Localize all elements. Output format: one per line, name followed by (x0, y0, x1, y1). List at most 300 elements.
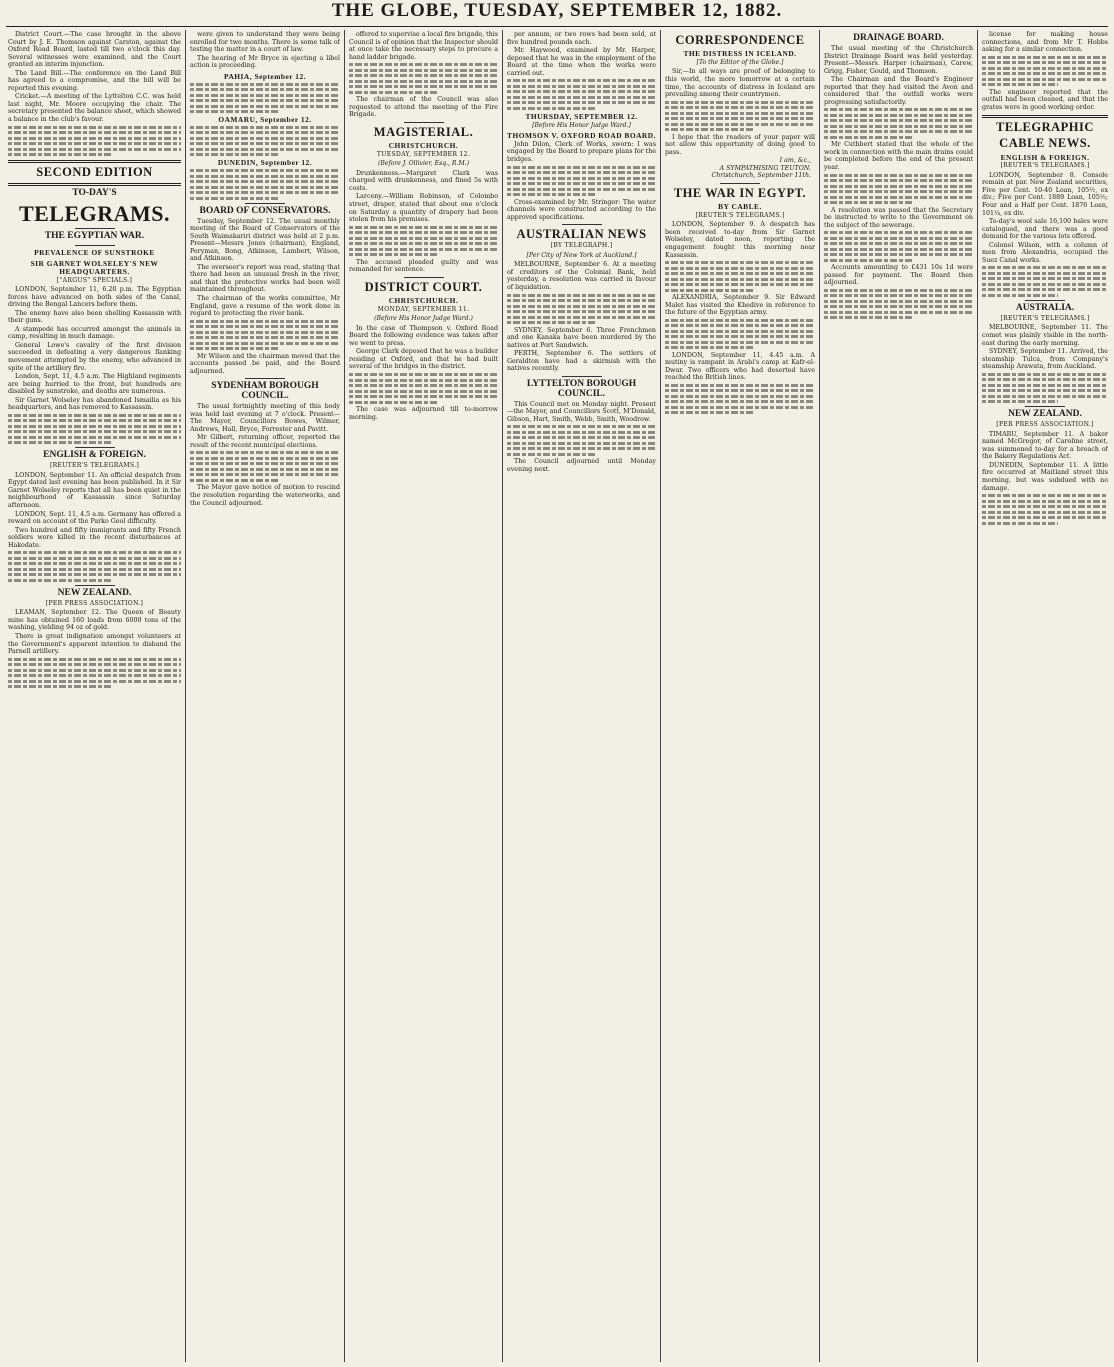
short-rule (245, 203, 285, 204)
article-paragraph: LONDON, September 11, 6.20 p.m. The Egyptian forces have advanced on both sides of the Canal, driving the Bengal Lancers before them. (8, 286, 181, 309)
letter-signoff: I am, &c., (779, 157, 811, 165)
column-4 (507, 31, 656, 1361)
filler-text (190, 126, 340, 157)
text-line-placeholder (507, 442, 656, 445)
source-line: [REUTER'S TELEGRAMS.] (1000, 162, 1090, 170)
text-line-placeholder (8, 557, 181, 560)
text-line-placeholder (507, 316, 656, 319)
filler-text (8, 126, 181, 157)
article-paragraph: Cross-examined by Mr. Stringer: The water channels were constructed according to the approved specifications. (507, 198, 656, 221)
court-date: TUESDAY, SEPTEMBER 12. (376, 150, 471, 158)
text-line-placeholder (824, 179, 973, 182)
text-line-placeholder (8, 568, 181, 571)
text-line-placeholder (665, 117, 815, 120)
text-line-placeholder (665, 319, 815, 322)
article-paragraph: General Lowe's cavalry of the first division succeeded in defeating a very dangerous flanking movement attempted by the enemy, who advanced in spite of the artillery fire. (8, 341, 181, 372)
text-line-placeholder (8, 674, 181, 677)
article-paragraph: MELBOURNE, September 6. At a meeting of creditors of the Colonial Bank, held yesterday, a resolution was carried in favour of liquidation. (507, 261, 656, 291)
text-line-placeholder (8, 142, 181, 145)
text-line-placeholder (190, 336, 340, 339)
telegraphic-heading: TELEGRAPHIC (996, 120, 1094, 135)
filler-text (349, 63, 498, 94)
article-paragraph: Mr Wilson and the chairman moved that the accounts passed be paid, and the Board adjourned. (190, 352, 340, 375)
text-line-placeholder (824, 196, 973, 199)
text-line-placeholder (824, 248, 973, 251)
article-paragraph: George Clark deposed that he was a builder residing at Oxford, and that he had built several of the bridges in the district. (349, 348, 498, 371)
text-line-placeholder (824, 119, 973, 122)
text-line-placeholder (982, 500, 1108, 503)
text-line-placeholder (8, 137, 181, 140)
article-paragraph: The Land Bill.—The conference on the Land Bill has agreed to a compromise, and the bill will be reported this evening. (8, 69, 181, 92)
case-title: THOMSON V. OXFORD ROAD BOARD. (507, 131, 656, 141)
article-paragraph: Sir Garnet Wolseley has abandoned Ismailia as his headquarters, and has removed to Kassassin. (8, 396, 181, 412)
text-line-placeholder (8, 126, 181, 129)
filler-text (349, 226, 498, 257)
text-line-placeholder (190, 180, 340, 183)
short-rule (1025, 406, 1065, 407)
text-line-placeholder (349, 69, 498, 72)
text-line-placeholder (190, 479, 280, 482)
text-line-placeholder (507, 193, 596, 196)
text-line-placeholder (190, 347, 280, 350)
australian-news-heading: AUSTRALIAN NEWS (516, 227, 647, 242)
filler-text (507, 294, 656, 325)
article-paragraph: John Dilon, Clerk of Works, sworn: I was engaged by the Board to prepare plans for the bridges. (507, 140, 656, 163)
text-line-placeholder (665, 330, 815, 333)
text-line-placeholder (507, 171, 656, 174)
text-line-placeholder (8, 680, 181, 683)
filler-text (824, 231, 973, 262)
column-divider (344, 30, 345, 1362)
text-line-placeholder (349, 384, 498, 387)
text-line-placeholder (982, 56, 1108, 59)
text-line-placeholder (665, 283, 815, 286)
text-line-placeholder (349, 74, 498, 77)
text-line-placeholder (190, 153, 280, 156)
text-line-placeholder (982, 272, 1108, 275)
text-line-placeholder (349, 91, 438, 94)
correspondence-heading: CORRESPONDENCE (675, 33, 805, 47)
text-line-placeholder (665, 101, 815, 104)
column-6 (824, 31, 973, 1361)
text-line-placeholder (190, 186, 340, 189)
court-bench: (Before His Honor Judge Ward.) (374, 315, 473, 323)
text-line-placeholder (8, 441, 112, 444)
text-line-placeholder (507, 321, 596, 324)
article-paragraph: The chairman of the works committee, Mr England, gave a resume of the work done in regard to protecting the river bank. (190, 294, 340, 318)
article-paragraph: MELBOURNE, September 11. The comet was plainly visible in the north-east during the early morning. (982, 324, 1108, 347)
text-line-placeholder (982, 516, 1108, 519)
text-line-placeholder (349, 373, 498, 376)
text-line-placeholder (982, 61, 1108, 64)
text-line-placeholder (665, 324, 815, 327)
filler-text (349, 373, 498, 404)
text-line-placeholder (8, 419, 181, 422)
text-line-placeholder (190, 325, 340, 328)
text-line-placeholder (190, 451, 340, 454)
article-paragraph: The usual meeting of the Christchurch District Drainage Board was held yesterday. Present—Messrs. Harper (chairman), Carew, Grigg, Fisher, Gould, and Thomson. (824, 44, 973, 75)
masthead: THE GLOBE, TUESDAY, SEPTEMBER 12, 1882. (331, 0, 783, 21)
text-line-placeholder (349, 401, 438, 404)
filler-text (8, 414, 181, 445)
text-line-placeholder (507, 453, 596, 456)
article-paragraph: TIMARU, September 11. A baker named McGregor, of Caroline street, was summoned to-day for a breach of the Bakery Regulations Act. (982, 430, 1108, 461)
text-line-placeholder (665, 335, 815, 338)
article-paragraph: Sir,—In all ways are proof of belonging to this world, the more tomorrow at a certain time, the accounts of distress in Iceland are prevailing among their countrymen. (665, 68, 815, 99)
text-line-placeholder (982, 294, 1058, 297)
text-line-placeholder (824, 237, 973, 240)
text-line-placeholder (8, 131, 181, 134)
filler-text (982, 373, 1108, 404)
article-paragraph: SYDNEY, September 11. Arrived, the steamship Tulca, from Company's steamship Arawata, from Auckland. (982, 348, 1108, 371)
text-line-placeholder (982, 389, 1108, 392)
text-line-placeholder (982, 400, 1058, 403)
text-line-placeholder (8, 579, 112, 582)
article-paragraph: ALEXANDRIA, September 9. Sir Edward Malet has visited the Khedive in reference to the future of the Egyptian army. (665, 294, 815, 317)
filler-text (665, 261, 815, 292)
english-foreign-heading: ENGLISH & FOREIGN. (1000, 152, 1090, 162)
article-paragraph: offered to supervise a local fire brigade, this Council is of opinion that the Inspector should at once take the necessary steps to procure a hand ladder brigade. (349, 31, 498, 61)
text-line-placeholder (190, 126, 340, 129)
article-paragraph: Mr Gilbert, returning officer, reported the result of the recent municipal elections. (190, 434, 340, 449)
article-paragraph: license for making house connections, and from Mr T. Hobbs asking for a similar connection. (982, 31, 1108, 54)
article-paragraph: The overseer's report was read, stating that there had been an unusual fresh in the river, and that the protective works had been well maintained throughout. (190, 263, 340, 294)
text-line-placeholder (507, 101, 656, 104)
text-line-placeholder (824, 316, 913, 319)
text-line-placeholder (507, 96, 656, 99)
text-line-placeholder (190, 197, 280, 200)
by-cable: BY CABLE. (718, 202, 762, 212)
article-paragraph: Drunkenness.—Margaret Clark was charged with drunkenness, and fined 5s with costs. (349, 169, 498, 192)
filler-text (824, 289, 973, 320)
subheading: SIR GARNET WOLSELEY'S NEW HEADQUARTERS. (30, 258, 159, 276)
article-paragraph: Accounts amounting to £431 10s 1d were passed for payment. The Board then adjourned. (824, 264, 973, 287)
text-line-placeholder (665, 123, 815, 126)
article-paragraph: LONDON, September 8. Console remain at par. New Zealand securities, Five per Cent. 10-40 Loan, 105½, ex div.; Five per Cent. 1889 Loan, 105½; Four and a Half per Cent. 1876 Loan, 101¼, ex div. (982, 171, 1108, 217)
text-line-placeholder (190, 88, 340, 91)
text-line-placeholder (824, 130, 973, 133)
lyttelton-council-heading: LYTTELTON BOROUGH COUNCIL. (526, 378, 637, 399)
column-divider (977, 30, 978, 1362)
text-line-placeholder (190, 473, 340, 476)
article-paragraph: The hearing of Mr Bryce in ejecting a libel action is proceeding. (190, 54, 340, 70)
section-rule (8, 160, 181, 163)
article-paragraph: A resolution was passed that the Secretary be instructed to write to the Government on the subject of the sewerage. (824, 206, 973, 229)
filler-text (665, 319, 815, 350)
text-line-placeholder (665, 128, 755, 131)
text-line-placeholder (665, 267, 815, 270)
text-line-placeholder (824, 259, 913, 262)
column-7 (982, 31, 1108, 1361)
text-line-placeholder (824, 311, 973, 314)
text-line-placeholder (507, 294, 656, 297)
text-line-placeholder (507, 188, 656, 191)
text-line-placeholder (190, 468, 340, 471)
court-bench: (Before J. Ollivier, Esq., R.M.) (377, 160, 469, 168)
court-date: THURSDAY, SEPTEMBER 12. (525, 111, 638, 121)
text-line-placeholder (824, 305, 973, 308)
section-rule (982, 115, 1108, 118)
article-paragraph: SYDNEY, September 6. Three Frenchmen and one Kanaka have been murdered by the natives at Port Sandwich. (507, 326, 656, 349)
australia-heading: AUSTRALIA. (1015, 302, 1075, 313)
text-line-placeholder (507, 182, 656, 185)
new-zealand-heading: NEW ZEALAND. (1008, 409, 1082, 420)
text-line-placeholder (507, 85, 656, 88)
text-line-placeholder (982, 505, 1108, 508)
text-line-placeholder (190, 175, 340, 178)
text-line-placeholder (507, 299, 656, 302)
text-line-placeholder (349, 237, 498, 240)
text-line-placeholder (507, 425, 656, 428)
article-paragraph: The chairman of the Council was also requested to attend the meeting of the Fire Brigade. (349, 96, 498, 119)
text-line-placeholder (190, 83, 340, 86)
text-line-placeholder (190, 191, 340, 194)
text-line-placeholder (190, 99, 340, 102)
text-line-placeholder (349, 85, 498, 88)
text-line-placeholder (982, 266, 1108, 269)
text-line-placeholder (8, 562, 181, 565)
article-paragraph: A stampede has occurred amongst the animals in camp, resulting in much damage. (8, 325, 181, 341)
text-line-placeholder (824, 114, 973, 117)
board-of-conservators-heading: BOARD OF CONSERVATORS. (199, 205, 331, 216)
filler-text (665, 101, 815, 132)
text-line-placeholder (665, 106, 815, 109)
short-rule (404, 277, 444, 278)
text-line-placeholder (824, 190, 973, 193)
article-paragraph: LONDON, September 9. A despatch has been received to-day from Sir Garnet Wolseley, dated noon, reporting the engagement fought this morning near Kassassin. (665, 221, 815, 259)
source-line: [PER PRESS ASSOCIATION.] (996, 421, 1094, 429)
letter-title: THE DISTRESS IN ICELAND. (683, 49, 797, 59)
text-line-placeholder (665, 278, 815, 281)
text-line-placeholder (507, 431, 656, 434)
filler-text (824, 174, 973, 205)
text-line-placeholder (8, 658, 181, 661)
article-paragraph: The accused pleaded guilty and was remanded for sentence. (349, 258, 498, 274)
article-paragraph: District Court.—The case brought in the above Court by J. E. Thomson against Carston, against the Oxford Road Board, lasted till two o'clock this day. Several witnesses were examined, and the Court granted an interim injunction. (8, 31, 181, 69)
article-paragraph: The Council adjourned until Monday evening next. (507, 458, 656, 473)
article-paragraph: There is great indignation amongst volunteers at the Government's apparent intention to disband the Parnell artillery. (8, 632, 181, 656)
text-line-placeholder (8, 425, 181, 428)
text-line-placeholder (824, 174, 973, 177)
source-line: [REUTER'S TELEGRAMS.] (1000, 314, 1090, 322)
article-paragraph: To-day's wool sale 16,100 bales were catalogued, and there was a good demand for the various lots offered. (982, 218, 1108, 241)
source-line: [REUTER'S TELEGRAMS.] (695, 211, 785, 219)
text-line-placeholder (824, 242, 973, 245)
article-paragraph: Two hundred and fifty immigrants and fifty French soldiers were killed in the recent disturbances at Hakodate. (8, 526, 181, 549)
article-paragraph: LONDON, Sept. 11, 4.5 a.m. Germany has offered a reward on account of the Parko Geol difficulty. (8, 510, 181, 526)
short-rule (720, 183, 760, 184)
article-paragraph: LEAMAN, September 12. The Queen of Beauty mine has obtained 160 loads from 6000 tons of the washing, yielding 94 oz of gold. (8, 609, 181, 632)
filler-text (190, 83, 340, 114)
dateline: PAHIA, September 12. (224, 71, 306, 81)
text-line-placeholder (349, 63, 498, 66)
filler-text (8, 551, 181, 582)
text-line-placeholder (982, 494, 1108, 497)
article-paragraph: The engineer reported that the outfall had been cleaned, and that the grates were in good working order. (982, 88, 1108, 111)
text-line-placeholder (8, 685, 112, 688)
text-line-placeholder (665, 406, 815, 409)
article-paragraph: The Mayor gave notice of motion to rescind the resolution regarding the waterworks, and the Council adjourned. (190, 484, 340, 507)
text-line-placeholder (665, 289, 755, 292)
text-line-placeholder (190, 342, 340, 345)
column-divider (819, 30, 820, 1362)
article-paragraph: LONDON, September 11. An official despatch from Egypt dated last evening has been published. In it Sir Garnet Wolseley reports that all has been quiet in the neighbourhood of Kassassin since Saturday afternoon. (8, 471, 181, 510)
source-line: ["ARGUS" SPECIALS.] (56, 276, 133, 284)
source-note: [Per City of New York at Auckland.] (526, 251, 637, 259)
text-line-placeholder (665, 395, 815, 398)
short-rule (75, 228, 115, 229)
text-line-placeholder (190, 457, 340, 460)
article-paragraph: PERTH, September 6. The settlers of Geraldton have had a skirmish with the natives recently. (507, 350, 656, 373)
filler-text (665, 384, 815, 415)
war-in-egypt-heading: THE WAR IN EGYPT. (673, 185, 807, 200)
text-line-placeholder (349, 248, 498, 251)
text-line-placeholder (8, 573, 181, 576)
filler-text (190, 320, 340, 351)
text-line-placeholder (349, 231, 498, 234)
article-paragraph: Tuesday, September 12. The usual monthly meeting of the Board of Conservators of the South Waimakariri district was held at 2 p.m. Present—Messrs Jones (chairman), England, Peryman, Bong, Atkinson, Lambert, Wilson, and Atkinson. (190, 217, 340, 263)
text-line-placeholder (982, 67, 1108, 70)
column-divider (502, 30, 503, 1362)
second-edition-heading: SECOND EDITION (36, 165, 153, 180)
text-line-placeholder (190, 142, 340, 145)
text-line-placeholder (982, 72, 1108, 75)
article-paragraph: DUNEDIN, September 11. A little fire occurred at Maitland street this morning, but was subdued with no damage. (982, 461, 1108, 492)
article-paragraph: London, Sept. 11, 4.5 a.m. The Highland regiments are being hurried to the front, but hundreds are disabled by sunstroke, and deaths are numerous. (8, 373, 181, 396)
text-line-placeholder (190, 320, 340, 323)
text-line-placeholder (190, 105, 340, 108)
source-line: [PER PRESS ASSOCIATION.] (45, 599, 144, 607)
short-rule (245, 378, 285, 379)
short-rule (404, 122, 444, 123)
filler-text (190, 451, 340, 482)
text-line-placeholder (665, 346, 755, 349)
article-paragraph: Mr Cuthbert stated that the whole of the work in connection with the main drains could be completed before the end of the present year. (824, 141, 973, 171)
article-paragraph: In the case of Thompson v. Oxford Road Board the following evidence was taken after we went to press. (349, 324, 498, 347)
text-line-placeholder (982, 511, 1108, 514)
text-line-placeholder (982, 283, 1108, 286)
text-line-placeholder (507, 166, 656, 169)
masthead-rule (6, 26, 1108, 27)
text-line-placeholder (349, 395, 498, 398)
text-line-placeholder (824, 289, 973, 292)
cable-news-heading: CABLE NEWS. (999, 136, 1091, 151)
text-line-placeholder (665, 411, 755, 414)
text-line-placeholder (982, 78, 1108, 81)
text-line-placeholder (982, 373, 1108, 376)
article-paragraph: This Council met on Monday night. Present—the Mayor, and Councillors Scott, M'Donald, Gibson, Hart, Smith, Webb, Smith, Woodrow. (507, 400, 656, 423)
text-line-placeholder (507, 177, 656, 180)
text-line-placeholder (824, 185, 973, 188)
egyptian-war-heading: THE EGYPTIAN WAR. (44, 231, 145, 242)
short-rule (562, 376, 602, 377)
text-line-placeholder (8, 148, 181, 151)
section-rule (8, 183, 181, 186)
short-rule (75, 245, 115, 246)
article-paragraph: per annum, or two rows had been sold, at five hundred pounds each. (507, 31, 656, 46)
filler-text (507, 425, 656, 456)
telegrams-heading: TELEGRAMS. (18, 201, 171, 227)
text-line-placeholder (8, 436, 181, 439)
column-5 (665, 31, 815, 1361)
filler-text (982, 266, 1108, 297)
text-line-placeholder (665, 389, 815, 392)
text-line-placeholder (824, 136, 913, 139)
letter-date: Christchurch, September 11th. (711, 172, 811, 180)
district-court-heading: DISTRICT COURT. (364, 279, 483, 294)
text-line-placeholder (665, 341, 815, 344)
drainage-board-heading: DRAINAGE BOARD. (853, 33, 944, 43)
court-city: CHRISTCHURCH. (388, 140, 459, 150)
short-rule (562, 224, 602, 225)
text-line-placeholder (190, 131, 340, 134)
article-paragraph: Colonel Wilson, with a column of men from Alexandria, occupied the Suez Canal works. (982, 241, 1108, 264)
filler-text (982, 56, 1108, 87)
court-city: CHRISTCHURCH. (388, 295, 459, 305)
text-line-placeholder (190, 148, 340, 151)
filler-text (507, 166, 656, 197)
text-line-placeholder (349, 242, 498, 245)
court-date: MONDAY, SEPTEMBER 11. (377, 305, 470, 313)
text-line-placeholder (982, 277, 1108, 280)
text-line-placeholder (824, 108, 973, 111)
text-line-placeholder (190, 94, 340, 97)
article-paragraph: Mr. Haywood, examined by Mr. Harper, deposed that he was in the employment of the Board at the time when the works were carried out. (507, 47, 656, 77)
text-line-placeholder (507, 447, 656, 450)
source-line: [BY TELEGRAPH.] (550, 242, 613, 250)
short-rule (75, 447, 115, 448)
filler-text (982, 494, 1108, 525)
text-line-placeholder (824, 231, 973, 234)
text-line-placeholder (8, 430, 181, 433)
magisterial-heading: MAGISTERIAL. (373, 124, 474, 139)
text-line-placeholder (982, 83, 1058, 86)
filler-text (507, 79, 656, 110)
text-line-placeholder (982, 522, 1058, 525)
text-line-placeholder (507, 436, 656, 439)
article-paragraph: The case was adjourned till to-morrow morning. (349, 406, 498, 421)
text-line-placeholder (507, 107, 596, 110)
article-paragraph: LONDON, September 11, 4.45 a.m. A mutiny is rampant in Arabi's camp at Kafr-el-Dwar. Two officers who had deserted have reached the British lines. (665, 351, 815, 382)
sydenham-council-heading: SYDENHAM BOROUGH COUNCIL. (211, 381, 319, 402)
article-paragraph: Cricket.—A meeting of the Lyttelton C.C. was held last night, Mr. Moore occupying the chair. The secretary presented the balance sheet, which showed a balance in the club's favour. (8, 93, 181, 124)
short-rule (75, 585, 115, 586)
text-line-placeholder (349, 80, 498, 83)
text-line-placeholder (665, 384, 815, 387)
article-paragraph: Larceny.—William Robinson, of Colombo street, draper, stated that about one o'clock on Saturday a quantity of drapery had been stolen from his premises. (349, 193, 498, 224)
column-1 (8, 31, 181, 1361)
text-line-placeholder (824, 125, 973, 128)
text-line-placeholder (665, 400, 815, 403)
letter-signature: A SYMPATHISING TEUTON. (719, 164, 811, 172)
text-line-placeholder (349, 390, 498, 393)
letter-address: [To the Editor of the Globe.] (696, 58, 784, 66)
text-line-placeholder (8, 551, 181, 554)
text-line-placeholder (190, 137, 340, 140)
text-line-placeholder (507, 310, 656, 313)
article-paragraph: The enemy have also been shelling Kassassin with their guns. (8, 309, 181, 325)
court-bench: [Before His Honor Judge Ward.] (532, 121, 631, 129)
text-line-placeholder (982, 384, 1108, 387)
column-divider (660, 30, 661, 1362)
text-line-placeholder (982, 288, 1108, 291)
text-line-placeholder (507, 90, 656, 93)
column-divider (185, 30, 186, 1362)
text-line-placeholder (665, 261, 815, 264)
text-line-placeholder (190, 331, 340, 334)
filler-text (824, 108, 973, 139)
text-line-placeholder (8, 663, 181, 666)
